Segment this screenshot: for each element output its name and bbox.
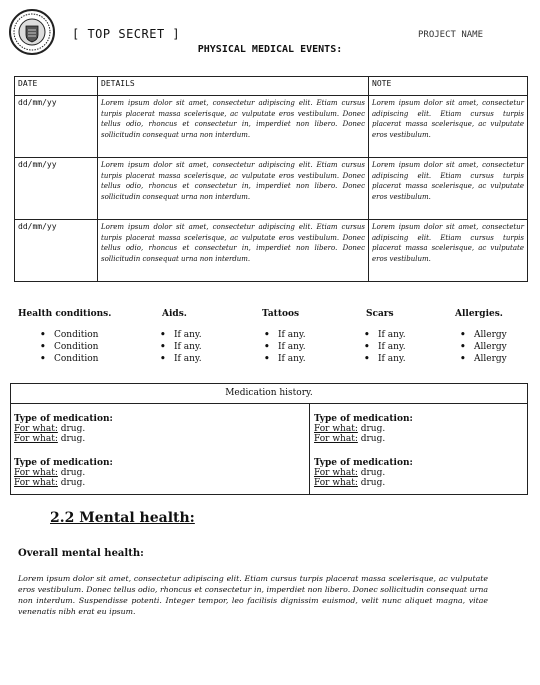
mental-health-paragraph: Lorem ipsum dolor sit amet, consectetur adipiscing elit. Etiam cursus turpis placerat massa scelerisque, ac vulputate eros vestibulum. Donec tellus odio, rhoncus et consectetur in, imperdiet non libero. Donec sollicitudin consequat urna non interdum. Suspendisse potenti. Integer tempor, leo facilisis dignissim euismod, velit nunc aliquet magna, vitae venenatis nibh erat eu ipsum.: [18, 574, 488, 616]
medication-divider: [309, 404, 310, 495]
drug-value: drug.: [360, 424, 386, 434]
list-item: • If any.: [160, 341, 202, 353]
list-item: • If any.: [364, 341, 406, 353]
classification-label: [ TOP SECRET ]: [72, 27, 181, 41]
list-item: • Condition: [40, 353, 98, 365]
table-header-row: [15, 77, 528, 96]
column-header-details: DETAILS: [98, 77, 369, 96]
tattoos-list: [264, 329, 306, 365]
column-header-note: NOTE: [369, 77, 528, 96]
medication-entry: [14, 458, 113, 488]
scars-list: [364, 329, 406, 365]
event-note: Lorem ipsum dolor sit amet, consectetur adipiscing elit. Etiam cursus turpis placerat massa scelerisque, ac vulputate eros vestibulum.: [369, 96, 528, 158]
event-date: dd/mm/yy: [15, 96, 98, 158]
event-note: Lorem ipsum dolor sit amet, consectetur adipiscing elit. Etiam cursus turpis placerat massa scelerisque, ac vulputate eros vestibulum.: [369, 220, 528, 282]
drug-value: drug.: [360, 434, 386, 444]
aids-heading: Aids.: [162, 309, 187, 319]
medication-type-label: Type of medication:: [314, 458, 413, 468]
medication-heading: Medication history.: [10, 383, 528, 404]
for-what-label: For what:: [14, 468, 58, 478]
for-what-label: For what:: [314, 478, 358, 488]
list-item: • If any.: [264, 341, 306, 353]
allergies-heading: Allergies.: [455, 309, 503, 319]
health-conditions-list: [40, 329, 98, 365]
list-item: • If any.: [364, 329, 406, 341]
list-item: • If any.: [264, 329, 306, 341]
page-title: PHYSICAL MEDICAL EVENTS:: [197, 44, 343, 55]
for-what-label: For what:: [314, 424, 358, 434]
event-date: dd/mm/yy: [15, 220, 98, 282]
section-title-mental-health: 2.2 Mental health:: [50, 510, 195, 526]
allergies-list: [460, 329, 507, 365]
tattoos-heading: Tattoos: [262, 309, 300, 319]
project-name: PROJECT NAME: [418, 30, 484, 40]
for-what-label: For what:: [14, 424, 58, 434]
overall-mental-health-label: Overall mental health:: [18, 548, 144, 559]
list-item: • Allergy: [460, 329, 507, 341]
drug-value: drug.: [60, 478, 86, 488]
events-table: [14, 76, 528, 282]
for-what-label: For what:: [314, 468, 358, 478]
drug-value: drug.: [60, 434, 86, 444]
event-details: Lorem ipsum dolor sit amet, consectetur adipiscing elit. Etiam cursus turpis placerat massa scelerisque, ac vulputate eros vestibulum. Donec tellus odio, rhoncus et consectetur in, imperdiet non libero. Donec sollicitudin consequat urna non interdum.: [98, 220, 369, 282]
event-details: Lorem ipsum dolor sit amet, consectetur adipiscing elit. Etiam cursus turpis placerat massa scelerisque, ac vulputate eros vestibulum. Donec tellus odio, rhoncus et consectetur in, imperdiet non libero. Donec sollicitudin consequat urna non interdum.: [98, 158, 369, 220]
for-what-label: For what:: [14, 478, 58, 488]
medication-entry: [314, 458, 413, 488]
drug-value: drug.: [360, 468, 386, 478]
medication-entry: [14, 414, 113, 444]
medication-type-label: Type of medication:: [14, 414, 113, 424]
for-what-label: For what:: [14, 434, 58, 444]
list-item: • Allergy: [460, 353, 507, 365]
drug-value: drug.: [60, 424, 86, 434]
list-item: • Allergy: [460, 341, 507, 353]
list-item: • Condition: [40, 341, 98, 353]
list-item: • If any.: [364, 353, 406, 365]
list-item: • Condition: [40, 329, 98, 341]
event-date: dd/mm/yy: [15, 158, 98, 220]
scars-heading: Scars: [366, 309, 394, 319]
column-header-date: DATE: [15, 77, 98, 96]
drug-value: drug.: [360, 478, 386, 488]
list-item: • If any.: [160, 353, 202, 365]
table-row: [15, 220, 528, 282]
medication-entry: [314, 414, 413, 444]
health-conditions-heading: Health conditions.: [18, 309, 112, 319]
table-row: [15, 158, 528, 220]
event-note: Lorem ipsum dolor sit amet, consectetur adipiscing elit. Etiam cursus turpis placerat massa scelerisque, ac vulputate eros vestibulum.: [369, 158, 528, 220]
for-what-label: For what:: [314, 434, 358, 444]
table-row: [15, 96, 528, 158]
list-item: • If any.: [160, 329, 202, 341]
medication-type-label: Type of medication:: [314, 414, 413, 424]
aids-list: [160, 329, 202, 365]
list-item: • If any.: [264, 353, 306, 365]
drug-value: drug.: [60, 468, 86, 478]
event-details: Lorem ipsum dolor sit amet, consectetur adipiscing elit. Etiam cursus turpis placerat massa scelerisque, ac vulputate eros vestibulum. Donec tellus odio, rhoncus et consectetur in, imperdiet non libero. Donec sollicitudin consequat urna non interdum.: [98, 96, 369, 158]
medication-type-label: Type of medication:: [14, 458, 113, 468]
